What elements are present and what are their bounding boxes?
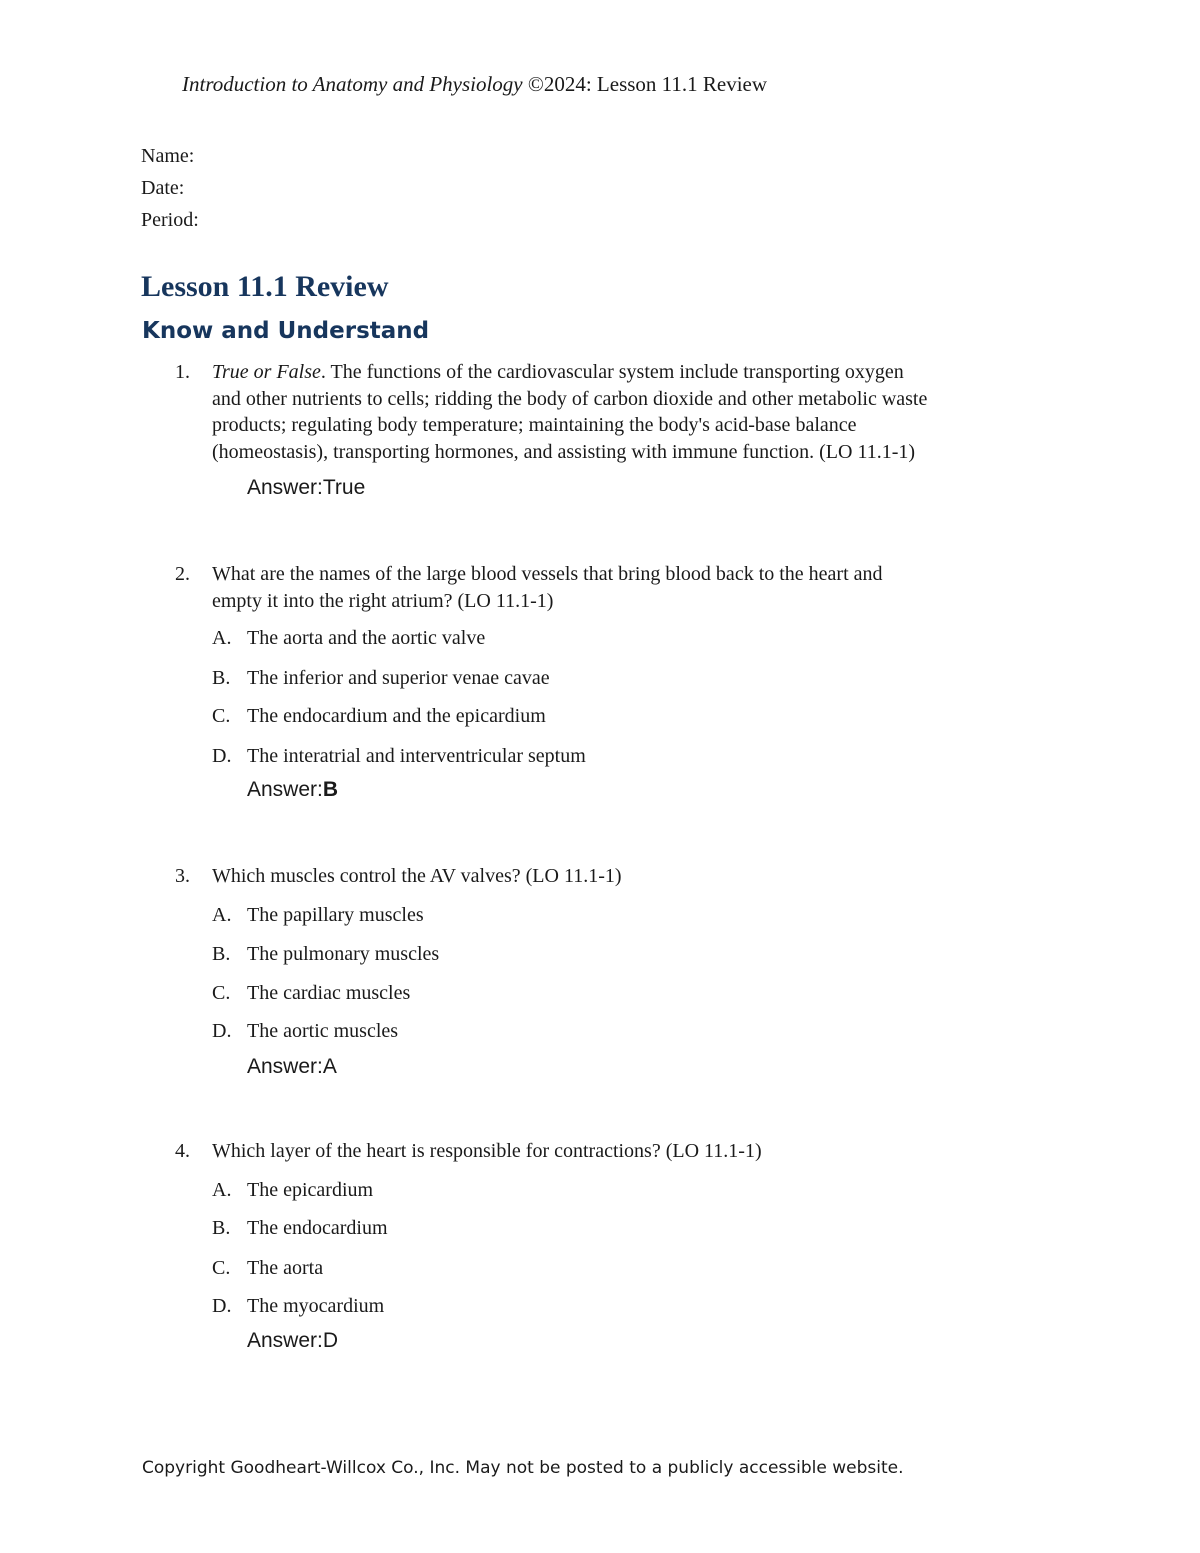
option-letter: D. [212, 1020, 232, 1042]
option-letter: A. [212, 627, 232, 649]
option-text: The endocardium [247, 1217, 388, 1239]
answer-label: Answer: [247, 1055, 323, 1078]
period-field-label: Period: [141, 209, 199, 231]
option-letter: C. [212, 982, 231, 1004]
option-letter: B. [212, 667, 231, 689]
date-field-label: Date: [141, 177, 185, 199]
question-3-line-1: Which muscles control the AV valves? (LO 11.1-1) [212, 865, 622, 887]
answer-label: Answer: [247, 476, 323, 499]
header-course-title: Introduction to Anatomy and Physiology [182, 72, 523, 96]
option-text: The aortic muscles [247, 1020, 399, 1042]
section-title: Know and Understand [142, 318, 430, 344]
option-text: The myocardium [247, 1295, 385, 1317]
name-field-label: Name: [141, 145, 195, 167]
question-1-line-3: products; regulating body temperature; maintaining the body's acid-base balance [212, 414, 857, 436]
option-text: The aorta [247, 1257, 324, 1279]
lesson-title: Lesson 11.1 Review [141, 270, 389, 303]
option-letter: A. [212, 904, 232, 926]
question-1-answer [247, 476, 365, 500]
option-text: The pulmonary muscles [247, 943, 440, 965]
option-text: The epicardium [247, 1179, 374, 1201]
true-false-lead: True or False [212, 361, 321, 383]
option-text: The interatrial and interventricular septum [247, 745, 586, 767]
page-header [182, 72, 767, 97]
header-lesson-label: ©2024: Lesson 11.1 Review [522, 72, 768, 96]
answer-label: Answer: [247, 1329, 323, 1352]
answer-value: B [322, 778, 339, 801]
question-2-line-1: What are the names of the large blood vessels that bring blood back to the heart and [212, 563, 883, 585]
question-3-number: 3. [175, 865, 190, 887]
question-4-line-1: Which layer of the heart is responsible for contractions? (LO 11.1-1) [212, 1140, 762, 1162]
question-1-line-2: and other nutrients to cells; ridding the body of carbon dioxide and other metabolic waste [212, 388, 928, 410]
answer-value: True [322, 476, 366, 499]
question-1-text-1: . The functions of the cardiovascular system include transporting oxygen [320, 361, 904, 383]
option-letter: D. [212, 1295, 232, 1317]
option-letter: D. [212, 745, 232, 767]
copyright-footer: Copyright Goodheart-Willcox Co., Inc. May not be posted to a publicly accessible website. [142, 1458, 904, 1478]
question-1-number: 1. [175, 361, 190, 383]
option-text: The aorta and the aortic valve [247, 627, 486, 649]
question-1-line-1 [212, 361, 904, 384]
option-text: The endocardium and the epicardium [247, 705, 546, 727]
option-letter: B. [212, 943, 231, 965]
option-letter: A. [212, 1179, 232, 1201]
question-3-answer [247, 1055, 337, 1079]
option-letter: B. [212, 1217, 231, 1239]
question-4-answer [247, 1329, 338, 1353]
option-text: The papillary muscles [247, 904, 424, 926]
question-4-number: 4. [175, 1140, 190, 1162]
question-2-line-2: empty it into the right atrium? (LO 11.1-1) [212, 590, 554, 612]
option-text: The inferior and superior venae cavae [247, 667, 550, 689]
answer-value: A [322, 1055, 337, 1078]
option-letter: C. [212, 705, 231, 727]
option-text: The cardiac muscles [247, 982, 411, 1004]
answer-value: D [322, 1329, 339, 1352]
question-1-line-4: (homeostasis), transporting hormones, and assisting with immune function. (LO 11.1-1) [212, 441, 916, 463]
question-2-answer [247, 778, 338, 802]
option-letter: C. [212, 1257, 231, 1279]
question-2-number: 2. [175, 563, 190, 585]
answer-label: Answer: [247, 778, 323, 801]
